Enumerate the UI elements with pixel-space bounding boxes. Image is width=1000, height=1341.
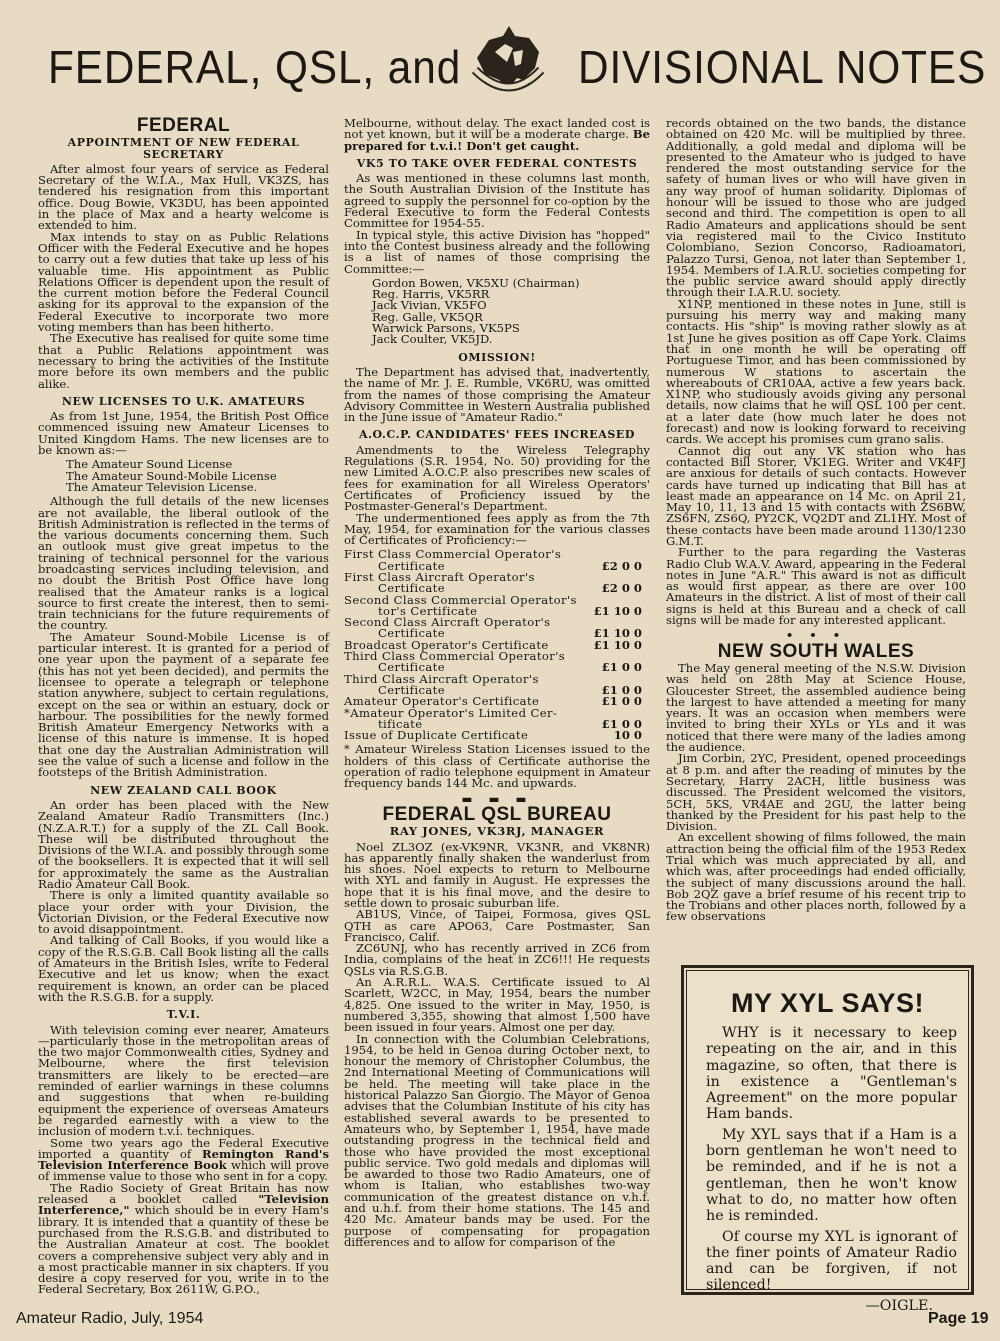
nz-callbook-subheading: NEW ZEALAND CALL BOOK <box>90 783 277 797</box>
book-title: Remington Rand's Television Interference Book <box>38 1146 329 1173</box>
list-item: The Amateur Sound-Mobile License <box>66 468 277 483</box>
omission-subheading: OMISSION! <box>458 350 536 364</box>
fee-amount: £2 0 0 <box>601 581 642 596</box>
license-list <box>66 459 329 493</box>
section-divider: • • • <box>785 628 847 643</box>
paragraph: records obtained on the two bands, the distance obtained on 420 Mc. will be multiplied by three. Additionally, a gold medal and diploma will be presented to the Amateur who is judged to have rendered the most outstanding service for the safety of human lives or who will have given in any way proof of human solidarity. Diplomas of honour will be issued to those who are judged second and third. The competition is open to all Radio Amateurs and applications should be sent via registered mail to the Civico Instituto Colombiano, Sezion Concorso, Radioamatori, Palazzo Tursi, Genoa, not later than September 1, 1954. Members of I.A.R.U. societies competing for the public service award should apply directly through their I.A.R.U. society. <box>666 116 966 300</box>
fee-label: Certificate <box>378 660 445 675</box>
paragraph: And talking of Call Books, if you would like a copy of the R.S.G.B. Call Book listing all the calls of Amateurs in the British Isles, write to Federal Executive and let us know; when the exact requirement is known, an order can be placed with the R.S.G.B. for a supply. <box>38 933 329 1004</box>
vk5-contests-subheading: VK5 TO TAKE OVER FEDERAL CONTESTS <box>356 156 638 170</box>
paragraph <box>38 1180 329 1297</box>
masthead-right-title: DIVISIONAL NOTES <box>578 41 987 93</box>
fee-label: tificate <box>378 716 423 731</box>
fee-label: First Class Commercial Operator's <box>344 547 562 562</box>
paragraph: The Department has advised that, inadvertently, the name of Mr. J. E. Rumble, VK6RU, was omitted from the names of those comprising the Amateur Advisory Committee in Western Australia published in the June issue of "Amateur Radio." <box>344 364 650 425</box>
paragraph: The Amateur Sound-Mobile License is of particular interest. It is granted for a period of one year upon the payment of a separate fee (this has not yet been decided), and permits the licensee to operate a telegraph or telephone station anywhere, subject to certain regulations, except on the sea or within an estuary, dock or harbour. The possibilities for the newly formed British Amateur Emergency Networks with a license of this nature is immense. It is hoped that one day the Australian Administration will see the value of such a license and follow in the footsteps of the British Administration. <box>38 629 329 780</box>
text-run: which should be in every Ham's library. It is intended that a quantity of these be purchased from the R.S.G.B. and distributed to the Australian Amateur at cost. The booklet covers a comprehensive subject very ably and in a most practicable manner in six chapters. If you desire a copy reserved for you, write in to the Federal Secretary, Box 2611W, G.P.O., <box>38 1203 329 1297</box>
paragraph: X1NP, mentioned in these notes in June, still is pursuing his merry way and making many contacts. His "ship" is moving rather slowly as at 1st June he gives position as off Cape York. Claims that in one month he will be operating off Portuguese Timor, and has been commissioned by numerous W stations to ascertain the whereabouts of CR10AA, active a few years back. X1NP, who studiously avoids giving any personal details, now claims that he will QSL 100 per cent. at a later date (how much later he does not forecast) and now is looking forward to receiving cards. We accept his promises cum grano salis. <box>666 296 966 447</box>
list-item: Warwick Parsons, VK5PS <box>372 321 520 336</box>
xyl-body <box>706 1025 957 1314</box>
paragraph <box>38 1135 329 1184</box>
fee-amount: £1 10 0 <box>593 603 642 618</box>
paragraph: My XYL says that if a Ham is a born gentleman he won't need to be reminded, and if he is not a gentleman, then he won't know what to do, no matter how often he is reminded. <box>706 1126 957 1225</box>
text-run: which will prove of immense value to those who sent in for a copy. <box>38 1158 329 1184</box>
paragraph: After almost four years of service as Federal Secretary of the W.I.A., Max Hull, VK3ZS, has tendered his resignation from this important office. Doug Bowie, VK3DU, has been appointed in the place of Max and a hearty welcome is extended to him. <box>38 161 329 233</box>
fee-label: Second Class Commercial Operator's <box>344 592 577 607</box>
column-1 <box>38 115 329 1297</box>
uk-licenses-subheading: NEW LICENSES TO U.K. AMATEURS <box>61 394 306 408</box>
fee-footnote: * Amateur Wireless Station Licenses issued to the holders of this class of Certificate authorise the operation of radio telephone equipment in Amateur frequency bands 144 Mc. and upwards. <box>344 742 650 791</box>
paragraph: With television coming ever nearer, Amateurs—particularly those in the metropolitan areas of the two major Commonwealth cities, Sydney and Melbourne, where the first television transmitters are likely to be erected—are reminded of earlier warnings in these columns and suggestions that when re-building equipment the experience of overseas Amateurs be regarded earnestly with a view to the inclusion of modern t.v.i. techniques. <box>38 1022 329 1139</box>
list-item: Reg. Galle, VK5QR <box>372 309 483 324</box>
fee-amount: £1 0 0 <box>601 660 642 675</box>
my-xyl-says-box <box>681 965 974 1314</box>
tvi-subheading: T.V.I. <box>166 1008 201 1022</box>
paragraph: Further to the para regarding the Vasteras Radio Club W.A.V. Award, appearing in the Federal notes in June "A.R." This award is not as difficult as would first appear, as there are over 100 Amateurs in the district. A list of most of their call signs is held at this Bureau and a check of call signs will be made for any interested applicant. <box>666 545 966 628</box>
fee-amount: £1 10 0 <box>593 626 642 641</box>
paragraph: Amendments to the Wireless Telegraphy Regulations (S.R. 1954, No. 50) providing for the new Limited A.O.C.P. also prescribes new scales of fees for examination for all Wireless Operators' Certificates of Proficiency issued by the Postmaster-General's Department. <box>344 442 650 514</box>
fee-amount: £2 0 0 <box>601 558 642 573</box>
paragraph: Of course my XYL is ignorant of the finer points of Amateur Radio and can be forgiven, if not silenced! <box>706 1228 957 1294</box>
fee-label: Third Class Aircraft Operator's <box>344 671 539 686</box>
fee-amount: 10 0 <box>613 728 642 743</box>
fee-label: Certificate <box>378 682 445 697</box>
xyl-title: MY XYL SAYS! <box>730 988 925 1018</box>
column-2 <box>344 118 650 1248</box>
qsl-manager-byline: RAY JONES, VK3RJ, MANAGER <box>389 824 605 839</box>
paragraph: As from 1st June, 1954, the British Post Office commenced issuing new Amateur Licenses to United Kingdom Hams. The new licenses are to be known as:— <box>38 409 329 458</box>
fee-label: Certificate <box>378 558 445 573</box>
fee-amount: £1 0 0 <box>601 716 642 731</box>
committee-list <box>372 275 650 347</box>
fee-amount: £1 0 0 <box>601 682 642 697</box>
fee-label: Third Class Commercial Operator's <box>344 649 566 664</box>
paragraph: Cannot dig out any VK station who has contacted Bill Storer, VK1EG. Writer and VK4FJ are anxious for details of such contacts. However cards have turned up indicating that Bill has at least made an appearance on 14 Mc. on April 21, May 10, 11, 13 and 15 with contacts with ZS6BW, ZS6FN, ZS6Q, PY2CK, VQ2DT and ZL1HY. Most of these contacts have been made around 1130/1230 G.M.T. <box>666 443 966 548</box>
fee-label: First Class Aircraft Operator's <box>344 569 535 584</box>
page-number: Page 19 <box>928 1310 989 1327</box>
text-run: Some two years ago the Federal Executive imported a quantity of <box>38 1135 329 1161</box>
list-item: Jack Vivian, VK5FO <box>372 298 487 313</box>
paragraph: In typical style, this active Division has "hopped" into the Contest business already and the following is a list of names of those comprising the Committee:— <box>344 227 650 276</box>
paragraph: ZC6UNJ, who has recently arrived in ZC6 from India, complains of the heat in ZC6!!! He requests QSLs via R.S.G.B. <box>344 941 650 978</box>
fee-label: Second Class Aircraft Operator's <box>344 615 551 630</box>
paragraph: In connection with the Columbian Celebrations, 1954, to be held in Genoa during October next, to honour the memory of Christopher Columbus, the 2nd International Meeting of Communications will be held. The meeting will take place in the historical Palazzo San Giorgio. The Mayor of Genoa advises that the Columbian Institute of his city has established several awards to be presented to Amateurs who, by September 1, 1954, have made outstanding progress in the technical field and those who have provided the most exceptional public service. Two gold medals and diplomas will be awarded to those two Radio Amateurs, one of whom is Italian, who establishes two-way communication of the greatest distance on v.h.f. and u.h.f. from their home stations. The 145 and 420 Mc. Amateur bands may be used. For the purpose of compensating for propagation differences and to allow for comparison of the <box>344 1031 650 1249</box>
masthead <box>0 22 1000 110</box>
qsl-bureau-heading: FEDERAL QSL BUREAU <box>382 803 612 825</box>
paragraph: The undermentioned fees apply as from the 7th May, 1954, for examination for the various classes of Certificates of Proficiency:— <box>344 510 650 548</box>
fee-label: Certificate <box>378 581 445 596</box>
list-item: Gordon Bowen, VK5XU (Chairman) <box>372 275 580 290</box>
fee-label: Amateur Operator's Certificate <box>344 694 540 709</box>
fees-subheading: A.O.C.P. CANDIDATES' FEES INCREASED <box>358 428 636 442</box>
federal-heading: FEDERAL <box>136 115 231 136</box>
publication-info: Amateur Radio, July, 1954 <box>16 1310 204 1327</box>
booklet-title: "Television Interference," <box>38 1192 329 1218</box>
paragraph: An order has been placed with the New Zealand Amateur Radio Transmitters (Inc.) (N.Z.A.R.T.) for a supply of the ZL Call Book. These will be distributed throughout the Divisions of the W.I.A. and possibly through some of the booksellers. It is expected that it will sell for approximately the same as the Australian Radio Amateur Call Book. <box>38 797 329 891</box>
masthead-left-title: FEDERAL, QSL, and <box>48 41 462 93</box>
appointment-subheading: APPOINTMENT OF NEW FEDERAL SECRETARY <box>67 136 300 161</box>
list-item: Jack Coulter, VK5JD. <box>372 332 493 347</box>
paragraph: An A.R.R.L. W.A.S. Certificate issued to Al Scarlett, W2CC, in May, 1954, bears the number 4,825. One issued to the writer in May, 1950, is numbered 3,355, showing that almost 1,500 have been issued in four years. Almost one per day. <box>344 975 650 1035</box>
fee-amount: £1 10 0 <box>593 637 642 652</box>
list-item: Reg. Harris, VK5RR <box>372 287 490 302</box>
xyl-signature: —OIGLE. <box>865 1297 933 1314</box>
text-run: Melbourne, without delay. The exact landed cost is not yet known, but it will be a moderate charge. <box>344 116 650 142</box>
fee-row <box>344 730 650 741</box>
fee-label: Issue of Duplicate Certificate <box>344 728 529 743</box>
warning-text: Be prepared for t.v.i.! Don't get caught. <box>344 127 650 153</box>
paragraph: AB1US, Vince, of Taipei, Formosa, gives QSL QTH as care APO63, Care Postmaster, San Francisco, Calif. <box>344 907 650 944</box>
fee-label: tor's Certificate <box>378 603 478 618</box>
paragraph: Max intends to stay on as Public Relations Officer with the Federal Executive and he hopes to carry out a few duties that take up less of his valuable time. His appointment as Public Relations Officer is dependent upon the result of the current motion before the Federal Council asking for its approval to the expansion of the Federal Executive to incorporate two more voting members than has been hitherto. <box>38 229 329 335</box>
paragraph: WHY is it necessary to keep repeating on the air, and in this magazine, so often, that there is in existence a "Gentleman's Agreement" on the more popular Ham bands. <box>706 1025 957 1123</box>
text-run: The Radio Society of Great Britain has now released a booklet called <box>38 1180 329 1207</box>
fee-label: Certificate <box>378 626 445 641</box>
fee-label: Broadcast Operator's Certificate <box>344 637 549 652</box>
paragraph: There is only a limited quantity available so place your order with your Division, the Victorian Division, or the Federal Executive now to avoid disappointment. <box>38 888 329 937</box>
list-item: The Amateur Sound License <box>66 457 233 472</box>
paragraph: The Executive has realised for quite some time that a Public Relations appointment was necessary to bring the activities of the Institute more before its own members and the public alike. <box>38 331 329 391</box>
section-divider: ▬ ▬ ▬ <box>461 791 533 806</box>
fee-amount: £1 0 0 <box>601 694 642 709</box>
page-footer <box>0 1310 1000 1332</box>
list-item: The Amateur Television License. <box>66 479 258 494</box>
paragraph: Jim Corbin, 2YC, President, opened proceedings at 8 p.m. and after the reading of minutes by the Secretary, Harry 2ACH, little business was discussed. The President welcomed the visitors, 5CH, 5KS, VR4AE and 2GU, the latter being thanked by the President for his past help to the Division. <box>666 751 966 834</box>
paragraph: Noel ZL3OZ (ex-VK9NR, VK3NR, and VK8NR) has apparently finally shaken the wanderlust from his shoes. Noel expects to return to Melbourne with XYL and family in August. He expresses the hope that it is his final move, and the desire to settle down to prosaic suburban life. <box>344 839 650 910</box>
fee-label: *Amateur Operator's Limited Cer- <box>344 705 558 720</box>
paragraph: The May general meeting of the N.S.W. Division was held on 28th May at Science House, Gloucester Street, the assembled audience being the largest to have attended a meeting for many years. It was an occasion when members were invited to bring their XYLs or YLs and it was noticed that there were many of the ladies among the audience. <box>666 660 966 755</box>
paragraph: As was mentioned in these columns last month, the South Australian Division of the Institute has agreed to supply the personnel for co-option by the Federal Executive to form the Federal Contests Committee for 1954-55. <box>344 171 650 231</box>
paragraph <box>344 118 650 152</box>
fees-table <box>344 549 650 741</box>
column-3 <box>666 118 966 923</box>
paragraph: An excellent showing of films followed, the main attraction being the official film of the 1953 Redex Trial which was much appreciated by all, and which was, after proceedings had ended officially, the subject of many discussions around the hall. Bob 2QZ gave a brief resume of his recent trip to the Trobians and other places north, followed by a few observations <box>666 830 966 924</box>
wia-emblem-icon <box>469 22 547 104</box>
nsw-heading: NEW SOUTH WALES <box>717 640 915 662</box>
paragraph: Although the full details of the new licenses are not available, the liberal outlook of the British Administration is reflected in the terms of the various documents concerning them. Such an outlook must give great impetus to the training of technical personnel for the various broadcasting services including television, and no doubt the British Post Office have long realised that the Amateur ranks is a logical source to first create the interest, then to semi-train technicians for the future requirements of the country. <box>38 494 329 633</box>
